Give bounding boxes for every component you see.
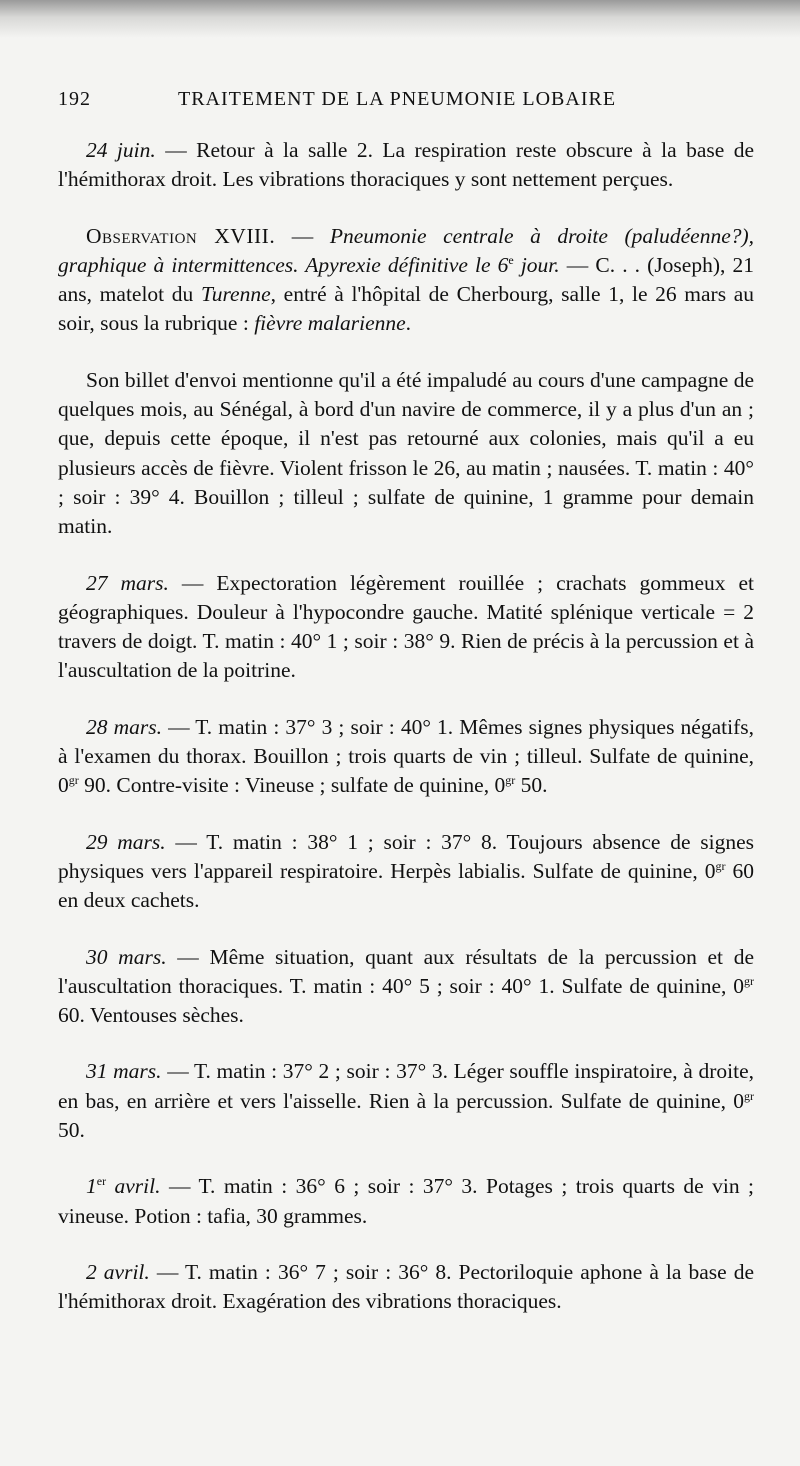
page-body [58, 136, 754, 1344]
observation-dash: — [275, 223, 330, 248]
entry-text: — T. matin : 37° 2 ; soir : 37° 3. Léger souffle inspiratoire, à droite, en bas, en arrière et vers l'aisselle. Rien à la percussion. Sulfate de quinine, 0 [58, 1059, 755, 1113]
paragraph-1-avril [58, 1172, 754, 1231]
paragraph-billet [58, 366, 754, 542]
entry-text: 90. Contre-visite : Vineuse ; sulfate de quinine, 0 [78, 773, 506, 798]
unit-gramme: gr [68, 773, 79, 788]
paragraph-24-juin [58, 136, 754, 195]
observation-title-end: jour. [513, 252, 560, 277]
entry-text: — T. matin : 36° 6 ; soir : 37° 3. Potages ; trois quarts de vin ; vineuse. Potion : tafia, 30 grammes. [58, 1174, 754, 1228]
entry-text: 50. [58, 1118, 85, 1143]
entry-date: 2 avril. [86, 1259, 150, 1284]
paragraph-30-mars [58, 943, 754, 1031]
observation-heading: Observation XVIII. [86, 223, 276, 248]
page-number: 192 [58, 88, 91, 110]
entry-text: 60 en deux cachets. [58, 858, 754, 913]
observation-title-sup: e [508, 252, 514, 267]
entry-date: 30 mars. [86, 944, 167, 969]
unit-gramme: gr [744, 973, 754, 988]
paragraph-2-avril [58, 1258, 754, 1317]
entry-text: — Retour à la salle 2. La respiration reste obscure à la base de l'hémithorax droit. Les vibrations thoraciques y sont nettement perçues. [58, 138, 755, 192]
observation-rubric-end: . [405, 311, 412, 336]
unit-gramme: gr [505, 773, 516, 788]
entry-date: 24 juin. [86, 138, 156, 162]
entry-date-sup: er [96, 1174, 107, 1189]
entry-text: — T. matin : 36° 7 ; soir : 36° 8. Pectoriloquie aphone à la base de l'hémithorax droit. Exagération des vibrations thoraciques. [58, 1259, 754, 1314]
entry-text: 50. [515, 773, 548, 798]
entry-text: 60. Ventouses sèches. [58, 1003, 244, 1028]
paragraph-31-mars [58, 1057, 754, 1145]
billet-text: Son billet d'envoi mentionne qu'il a été impaludé au cours d'une campagne de quelques mois, au Sénégal, à bord d'un navire de commerce, il y a plus d'un an ; que, depuis cette époque, il n'est pas retourné aux colonies, mais qu'il a eu plusieurs accès de fièvre. Violent frisson le 26, au matin ; nausées. T. matin : 40° ; soir : 39° 4. Bouillon ; tilleul ; sulfate de quinine, 1 gramme pour demain matin. [58, 367, 754, 539]
observation-patient: — C. . . (Joseph), 21 ans, matelot du [58, 252, 754, 307]
observation-title: Pneumonie centrale à droite (paludéenne?), graphique à intermittences. Apyrexie définitive le 6 [58, 223, 755, 277]
unit-gramme: gr [744, 1088, 754, 1103]
observation-ship: Turenne [200, 282, 271, 307]
entry-date: 29 mars. [86, 829, 166, 854]
entry-date: 28 mars. [86, 714, 162, 739]
paragraph-29-mars [58, 828, 754, 916]
running-title: TRAITEMENT DE LA PNEUMONIE LOBAIRE [178, 88, 617, 110]
observation-rubric: fièvre malarienne [254, 311, 406, 336]
unit-gramme: gr [715, 858, 726, 873]
paragraph-28-mars [58, 713, 754, 801]
entry-date: 31 mars. [86, 1059, 162, 1084]
entry-text: — T. matin : 37° 3 ; soir : 40° 1. Mêmes signes physiques négatifs, à l'examen du thorax. Bouillon ; trois quarts de vin ; tilleul. Sulfate de quinine, 0 [58, 714, 754, 798]
entry-date-rest: avril. [106, 1174, 161, 1199]
entry-text: — T. matin : 38° 1 ; soir : 37° 8. Toujours absence de signes physiques vers l'appareil respiratoire. Herpès labialis. Sulfate de quinine, 0 [58, 829, 754, 883]
entry-date: 27 mars. [86, 570, 169, 595]
entry-text: — Expectoration légèrement rouillée ; crachats gommeux et géographiques. Douleur à l'hypocondre gauche. Matité splénique verticale = 2 travers de doigt. T. matin : 40° 1 ; soir : 38° 9. Rien de précis à la percussion et à l'auscultation de la poitrine. [58, 570, 754, 683]
scan-edge-shadow [0, 0, 800, 38]
entry-date: 1 [86, 1174, 97, 1199]
paragraph-27-mars [58, 569, 754, 686]
observation-entry: , entré à l'hôpital de Cherbourg, salle 1, le 26 mars au soir, sous la rubrique : [58, 282, 755, 336]
entry-text: — Même situation, quant aux résultats de la percussion et de l'auscultation thoraciques. T. matin : 40° 5 ; soir : 40° 1. Sulfate de quinine, 0 [58, 944, 754, 998]
paragraph-observation-heading [58, 222, 754, 339]
